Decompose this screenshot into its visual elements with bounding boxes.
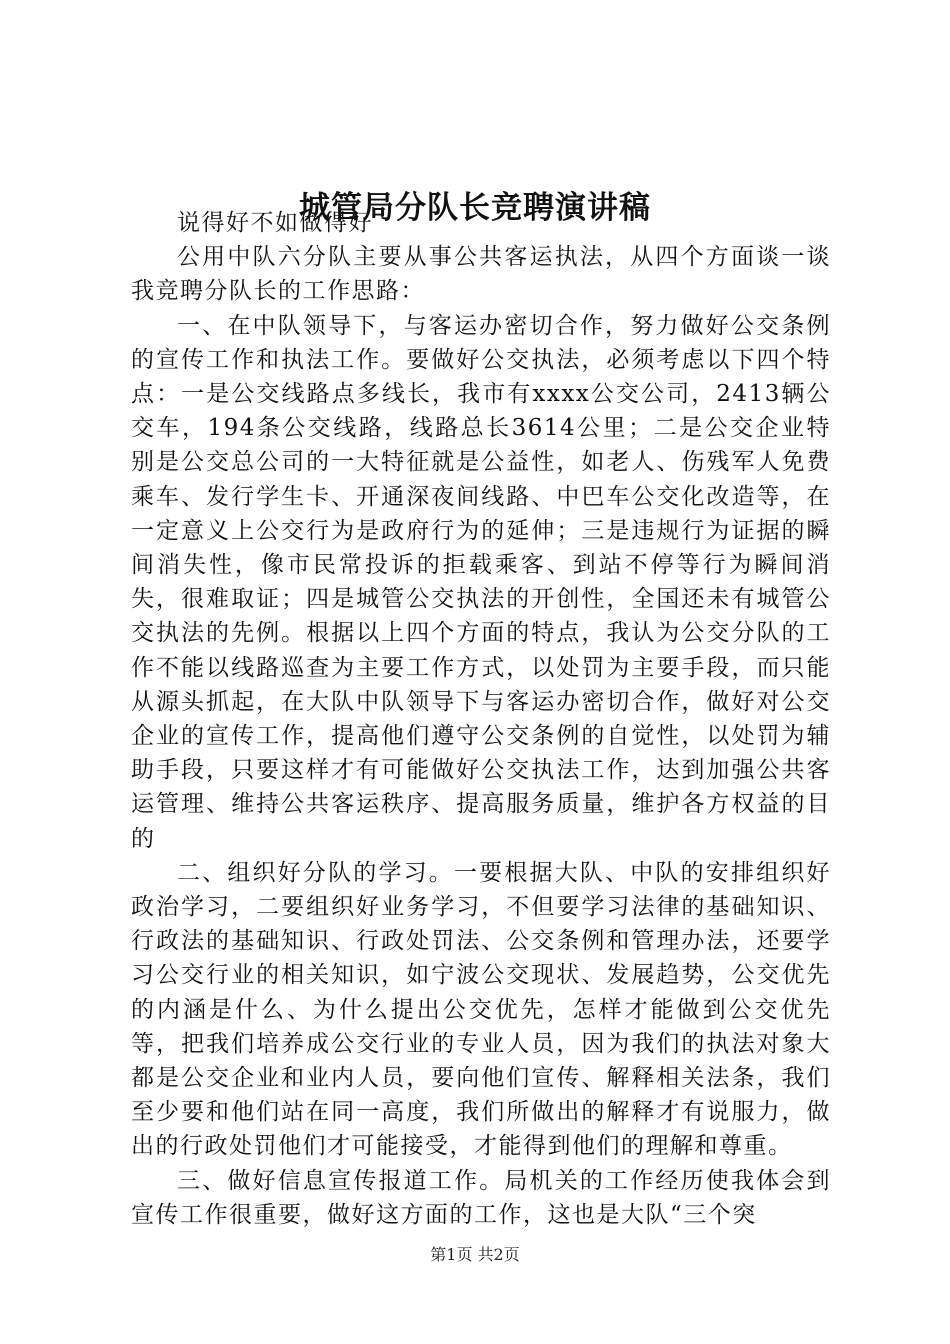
paragraph-section-two: 二、组织好分队的学习。一要根据大队、中队的安排组织好政治学习，二要组织好业务学习，不但要学习法律的基础知识、行政法的基础知识、行政处罚法、公交条例和管理办法，还要学习公交行业的相关知识，如宁波公交现状、发展趋势，公交优先的内涵是什么、为什么提出公交优先，怎样才能做到公交优先等，把我们培养成公交行业的专业人员，因为我们的执法对象大都是公交企业和业内人员，要向他们宣传、解释相关法条，我们至少要和他们站在同一高度，我们所做出的解释才有说服力，做出的行政处罚他们才可能接受，才能得到他们的理解和尊重。 [131,859,831,1160]
paragraph-intro: 公用中队六分队主要从事公共客运执法，从四个方面谈一谈我竞聘分队长的工作思路： [131,244,831,305]
paragraph-section-one: 一、在中队领导下，与客运办密切合作，努力做好公交条例的宣传工作和执法工作。要做好公交执法，必须考虑以下四个特点：一是公交线路点多线长，我市有xxxx公交公司，2413辆公交车，194条公交线路，线路总长3614公里；二是公交企业特别是公交总公司的一大特征就是公益性，如老人、伤残军人免费乘车、发行学生卡、开通深夜间线路、中巴车公交化改造等，在一定意义上公交行为是政府行为的延伸；三是违规行为证据的瞬间消失性，像市民常投诉的拒载乘客、到站不停等行为瞬间消失，很难取证；四是城管公交执法的开创性，全国还未有城管公交执法的先例。根据以上四个方面的特点，我认为公交分队的工作不能以线路巡查为主要工作方式，以处罚为主要手段，而只能从源头抓起，在大队中队领导下与客运办密切合作，做好对公交企业的宣传工作，提高他们遵守公交条例的自觉性，以处罚为辅助手段，只要这样才有可能做好公交执法工作，达到加强公共客运管理、维持公共客运秩序、提高服务质量，维护各方权益的目的 [131,312,831,852]
paragraph-slogan: 说得好不如做得好 [177,210,373,236]
paragraph-section-three: 三、做好信息宣传报道工作。局机关的工作经历使我体会到宣传工作很重要，做好这方面的工作，这也是大队“三个突 [131,1167,831,1228]
document-body [131,206,831,1232]
page-number-footer: 第1页 共2页 [430,1245,520,1264]
document-title: 城管局分队长竞聘演讲稿 [299,190,651,226]
